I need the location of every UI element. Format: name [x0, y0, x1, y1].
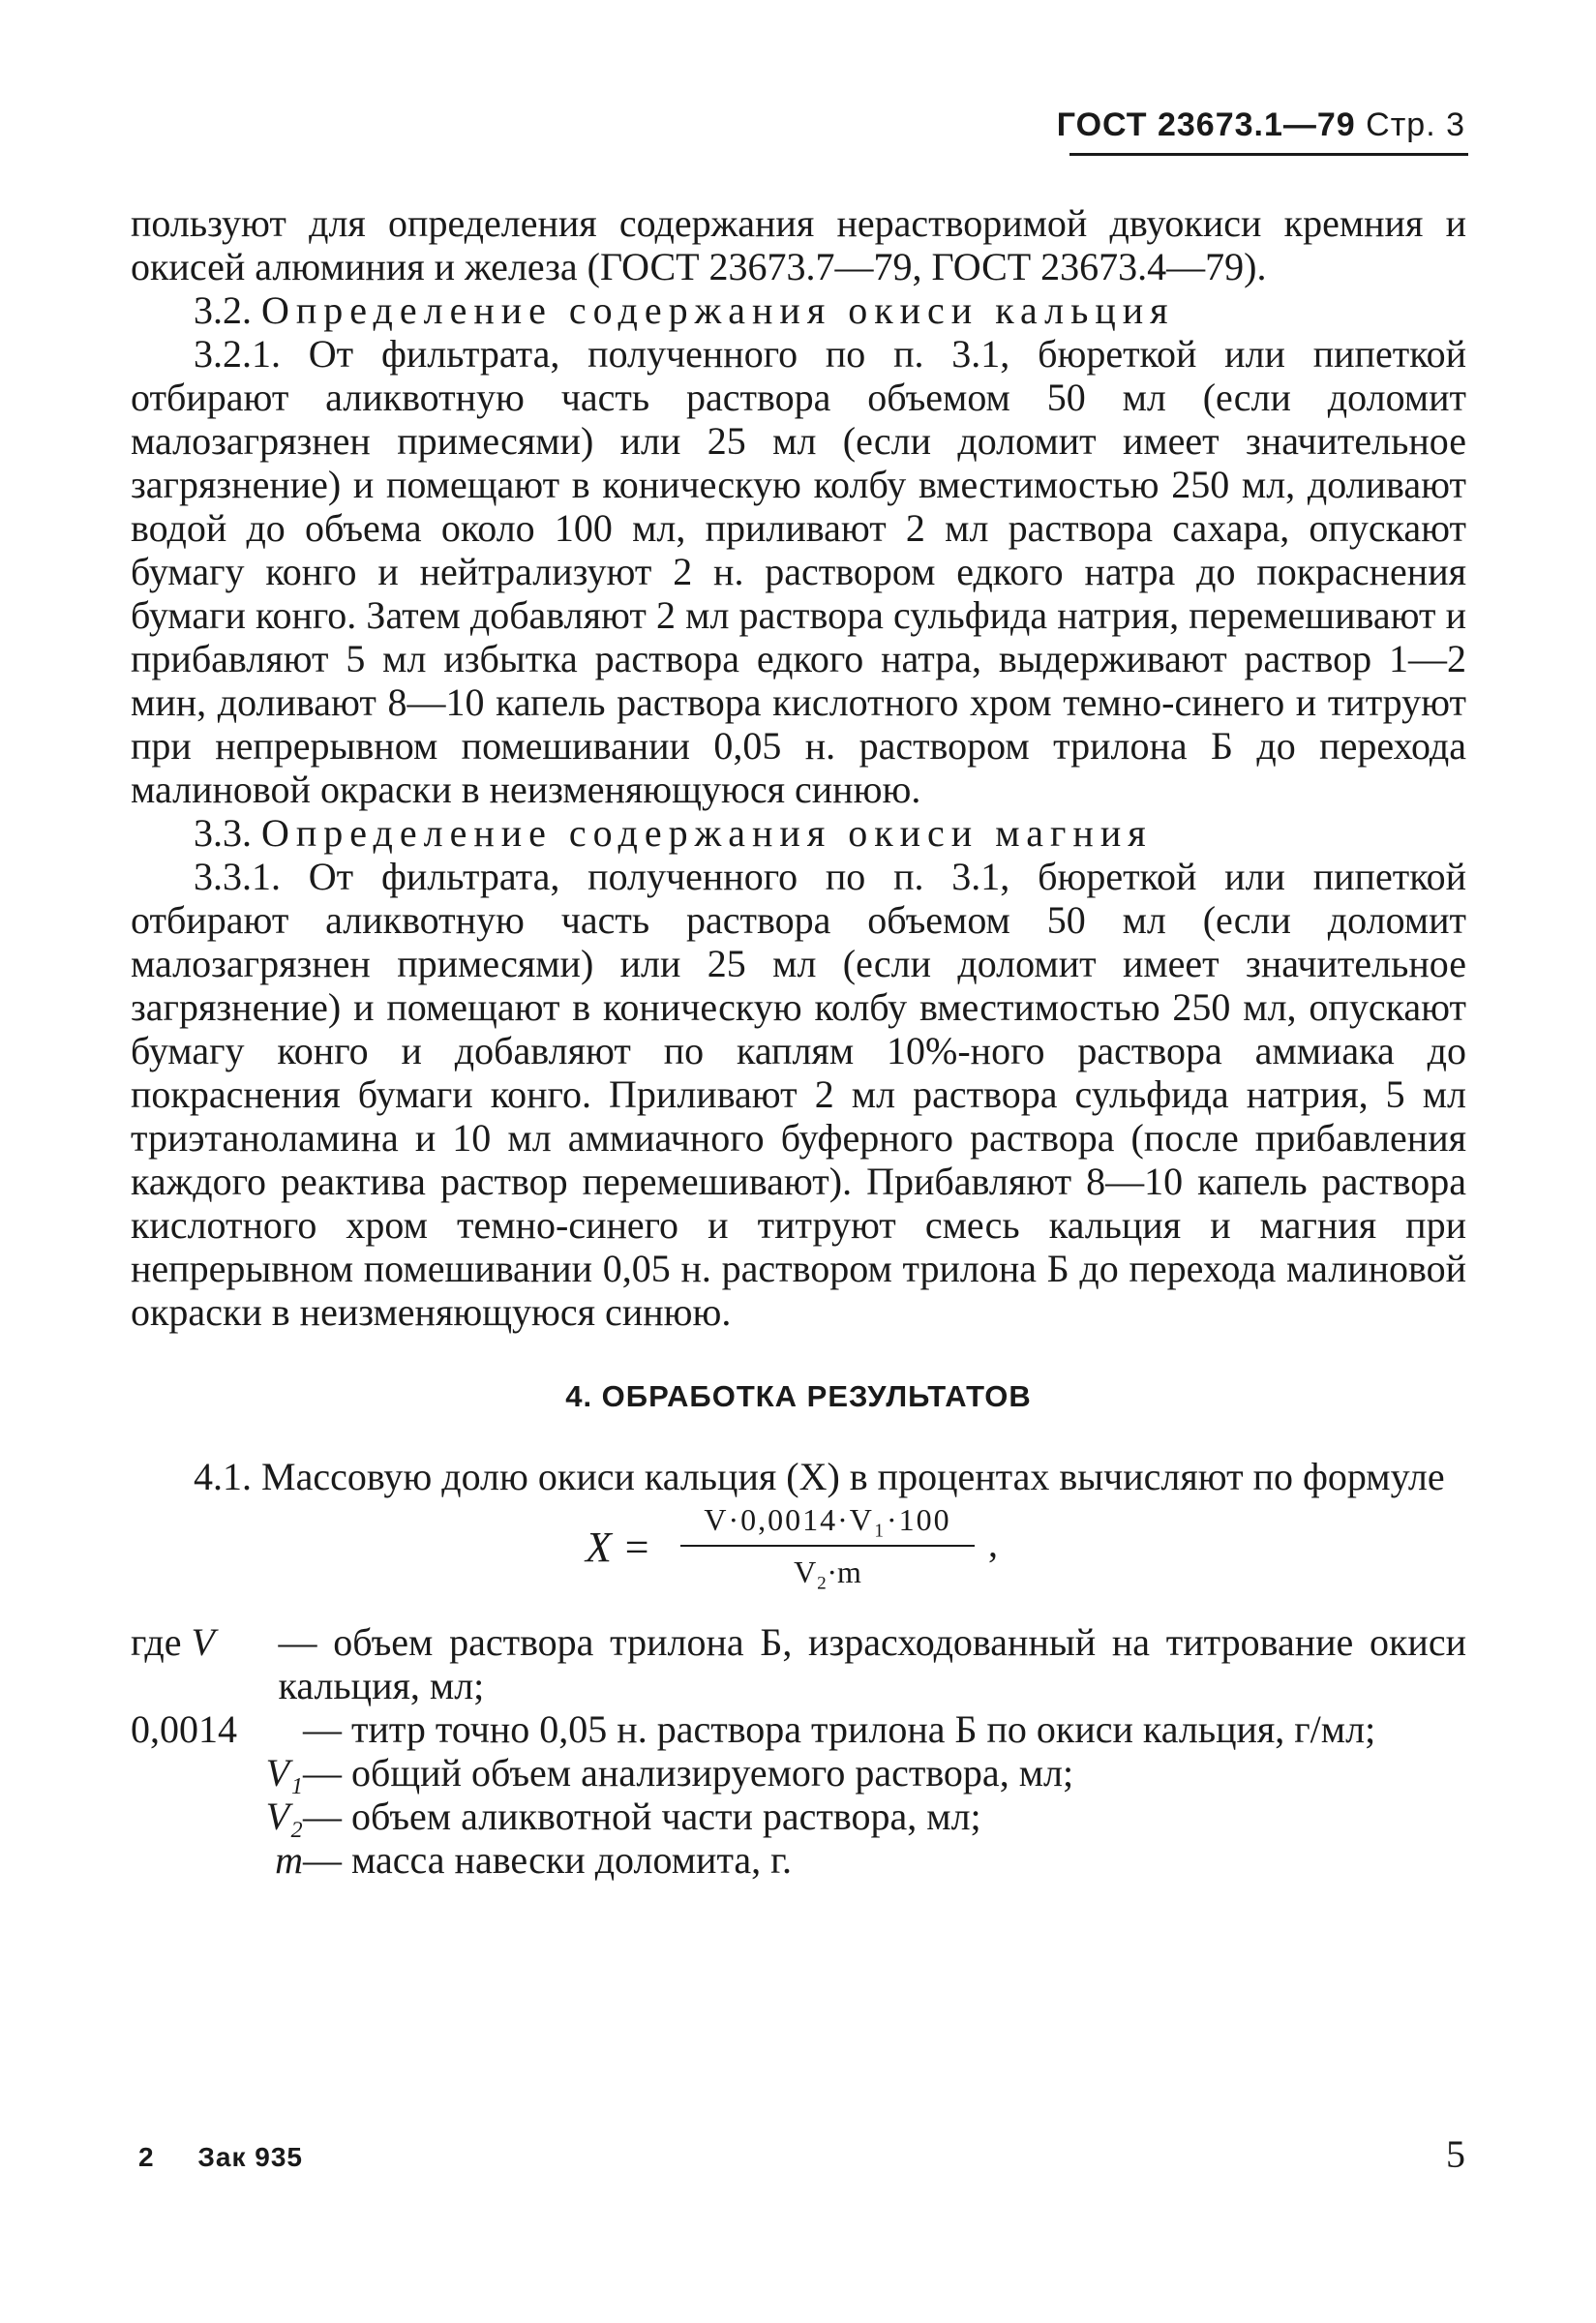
heading-3-2 — [131, 288, 1466, 332]
page-header — [1057, 106, 1465, 144]
footer-sheet: 2 — [138, 2142, 155, 2172]
definition-symbol: 0,0014 — [131, 1707, 237, 1751]
definition-lead — [131, 1620, 279, 1664]
formula-denominator: V₂·m — [794, 1554, 861, 1589]
formula-numerator: V·0,0014·V₁·100 — [704, 1502, 951, 1537]
definition-symbol: V₁ — [265, 1751, 303, 1795]
definition-symbol: V — [191, 1620, 215, 1664]
paragraph-continuation: пользуют для определения содержания нерастворимой двуокиси кремния и окисей алюминия и железа (ГОСТ 23673.7—79, ГОСТ 23673.4—79). — [131, 201, 1466, 288]
definition-row — [131, 1707, 1466, 1751]
heading-3-3-text: Определение содержания окиси магния — [261, 811, 1153, 855]
definition-lead — [131, 1751, 303, 1795]
standard-number: ГОСТ 23673.1—79 — [1056, 106, 1356, 143]
heading-3-3-number: 3.3. — [194, 811, 252, 855]
definition-row — [131, 1795, 1466, 1838]
fraction-bar — [680, 1545, 975, 1547]
definition-row — [131, 1751, 1466, 1795]
formula-fraction — [673, 1498, 982, 1593]
paragraph-3-3-1: 3.3.1. От фильтрата, полученного по п. 3.1, бюреткой или пипеткой отбирают аликвотную часть раствора объемом 50 мл (если доломит малозагрязнен примесями) или 25 мл (если доломит имеет значительное загрязнение) и помещают в коническую колбу вместимостью 250 мл, опускают бумагу конго и добавляют по каплям 10%-ного раствора аммиака до покраснения бумаги конго. Приливают 2 мл раствора сульфида натрия, 5 мл триэтаноламина и 10 мл аммиачного буферного раствора (после прибавления каждого реактива раствор перемешивают). Прибавляют 8—10 капель раствора кислотного хром темно-синего и титруют смесь кальция и магния при непрерывном помешивании 0,05 н. раствором трилона Б до перехода малиновой окраски в неизменяющуюся синюю. — [131, 855, 1466, 1334]
formula — [131, 1498, 1466, 1614]
definition-row — [131, 1838, 1466, 1882]
document-body — [131, 201, 1466, 1882]
page-footer — [138, 2142, 303, 2173]
definition-lead-word: где — [131, 1620, 192, 1664]
definition-lead — [131, 1707, 303, 1751]
page-label: Стр. 3 — [1366, 106, 1465, 143]
heading-3-3 — [131, 811, 1466, 855]
definition-text: — масса навески доломита, г. — [303, 1838, 793, 1882]
heading-3-2-text: Определение содержания окиси кальция — [261, 288, 1175, 332]
footer-order: Зак 935 — [197, 2142, 303, 2172]
definition-lead — [131, 1795, 303, 1838]
definition-text: — объем раствора трилона Б, израсходованный на титрование окиси кальция, мл; — [278, 1620, 1466, 1707]
formula-comma: , — [988, 1522, 998, 1565]
definition-lead — [131, 1838, 303, 1882]
definition-symbol: m — [275, 1838, 303, 1882]
page-number: 5 — [1446, 2132, 1465, 2176]
formula-lhs: X = — [586, 1524, 651, 1571]
definition-text: — общий объем анализируемого раствора, мл; — [303, 1751, 1074, 1795]
definition-text: — титр точно 0,05 н. раствора трилона Б по окиси кальция, г/мл; — [303, 1707, 1376, 1751]
definition-symbol: V₂ — [265, 1795, 303, 1838]
definition-row — [131, 1620, 1466, 1707]
section-4-title: 4. ОБРАБОТКА РЕЗУЛЬТАТОВ — [565, 1379, 1032, 1413]
heading-3-2-number: 3.2. — [194, 288, 252, 332]
paragraph-4-1: 4.1. Массовую долю окиси кальция (X) в процентах вычисляют по формуле — [194, 1455, 1445, 1498]
definition-text: — объем аликвотной части раствора, мл; — [303, 1795, 981, 1838]
paragraph-3-2-1: 3.2.1. От фильтрата, полученного по п. 3.1, бюреткой или пипеткой отбирают аликвотную часть раствора объемом 50 мл (если доломит малозагрязнен примесями) или 25 мл (если доломит имеет значительное загрязнение) и помещают в коническую колбу вместимостью 250 мл, доливают водой до объема около 100 мл, приливают 2 мл раствора сахара, опускают бумагу конго и нейтрализуют 2 н. раствором едкого натра до покраснения бумаги конго. Затем добавляют 2 мл раствора сульфида натрия, перемешивают и прибавляют 5 мл избытка раствора едкого натра, выдерживают раствор 1—2 мин, доливают 8—10 капель раствора кислотного хром темно-синего и титруют при непрерывном помешивании 0,05 н. раствором трилона Б до перехода малиновой окраски в неизменяющуюся синюю. — [131, 332, 1466, 811]
variable-definitions — [131, 1620, 1466, 1882]
header-rule — [1069, 153, 1468, 156]
